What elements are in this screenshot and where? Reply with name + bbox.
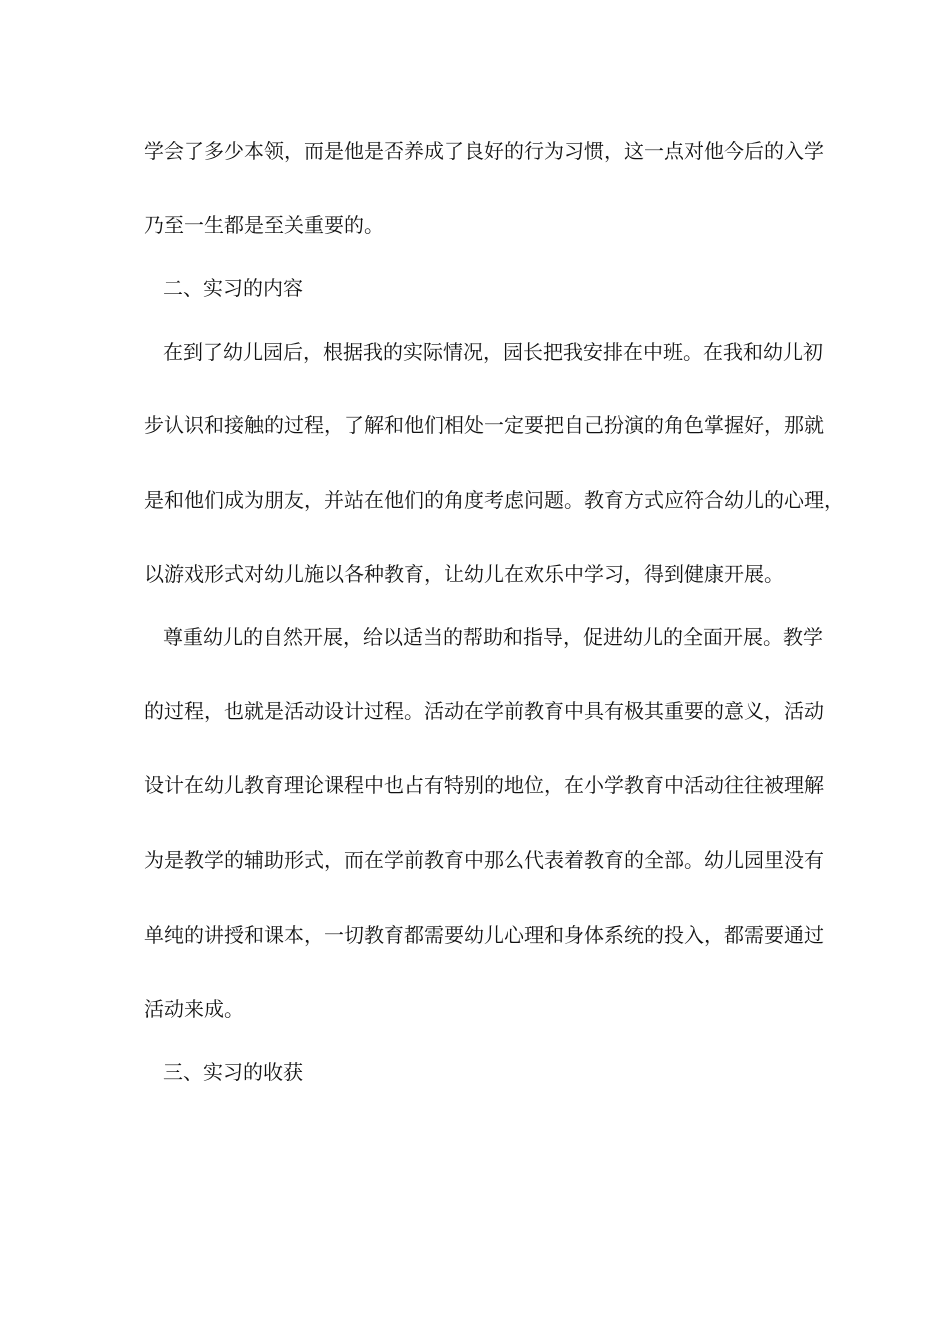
paragraph-line: 活动来成。 [144,997,244,1021]
paragraph-line: 为是教学的辅助形式，而在学前教育中那么代表着教育的全部。幼儿园里没有 [144,848,824,872]
paragraph-line: 单纯的讲授和课本，一切教育都需要幼儿心理和身体系统的投入，都需要通过 [144,923,824,947]
paragraph-line: 是和他们成为朋友，并站在他们的角度考虑问题。教育方式应符合幼儿的心理， [144,488,844,512]
section-heading: 三、实习的收获 [163,1060,303,1084]
paragraph-line: 尊重幼儿的自然开展，给以适当的帮助和指导，促进幼儿的全面开展。教学 [163,625,823,649]
paragraph-line: 步认识和接触的过程，了解和他们相处一定要把自己扮演的角色掌握好，那就 [144,413,824,437]
paragraph-line: 以游戏形式对幼儿施以各种教育，让幼儿在欢乐中学习，得到健康开展。 [144,562,784,586]
paragraph-line: 设计在幼儿教育理论课程中也占有特别的地位，在小学教育中活动往往被理解 [144,773,824,797]
paragraph-line: 乃至一生都是至关重要的。 [144,213,384,237]
paragraph-line: 的过程，也就是活动设计过程。活动在学前教育中具有极其重要的意义，活动 [144,699,824,723]
section-heading: 二、实习的内容 [163,276,303,300]
paragraph-line: 学会了多少本领，而是他是否养成了良好的行为习惯，这一点对他今后的入学 [144,139,824,163]
paragraph-line: 在到了幼儿园后，根据我的实际情况，园长把我安排在中班。在我和幼儿初 [163,340,823,364]
